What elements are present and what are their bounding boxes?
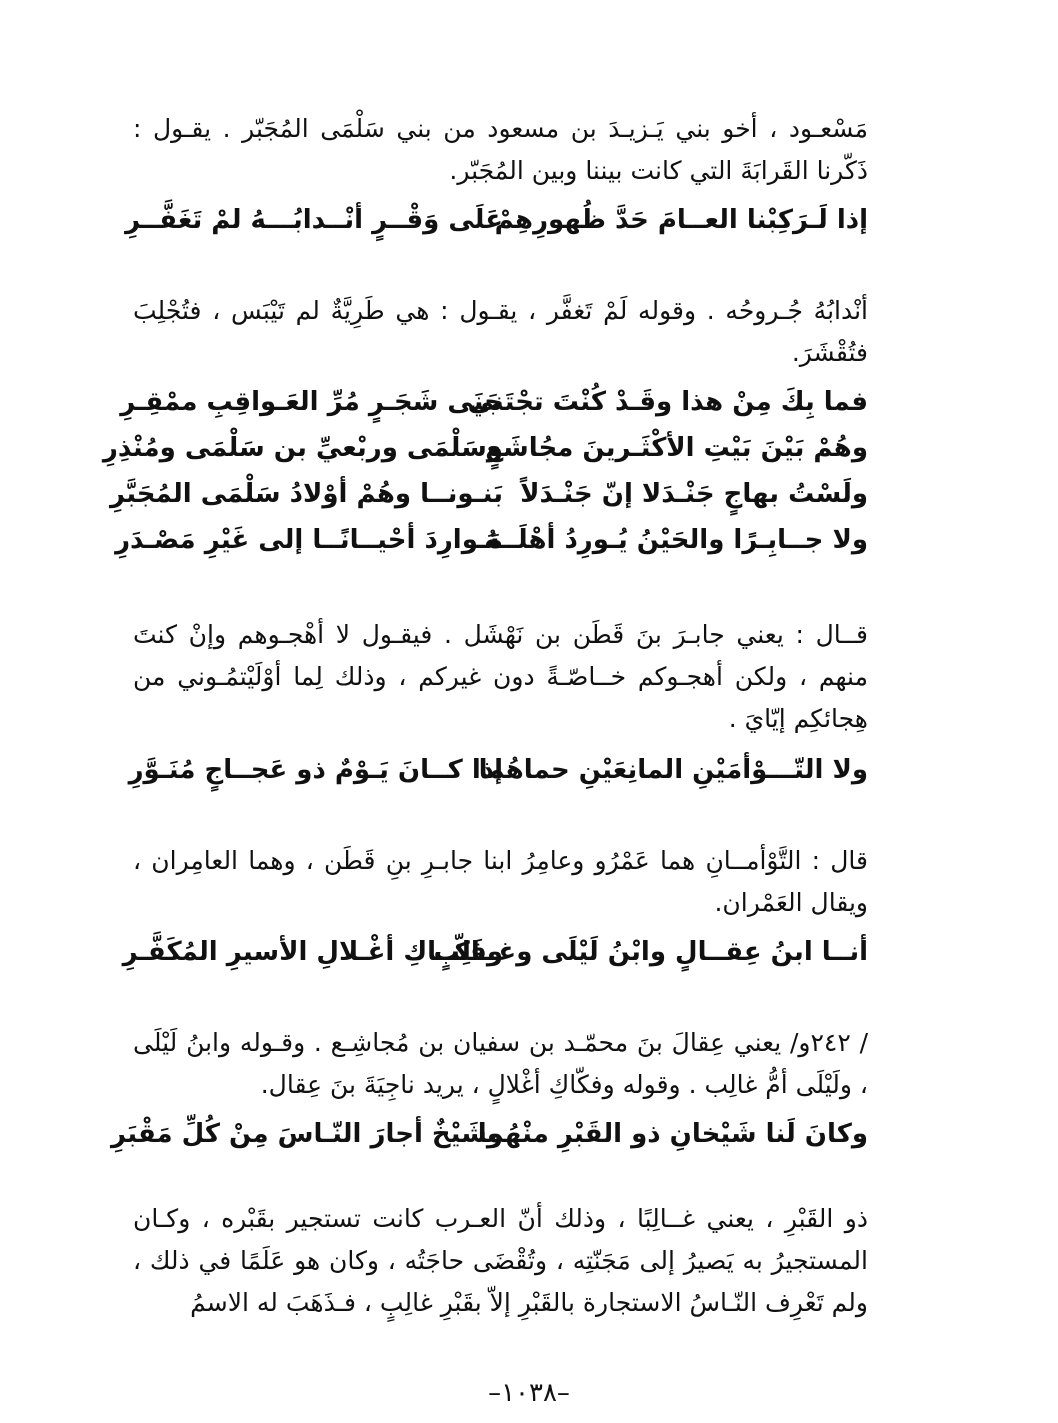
verse-8 xyxy=(111,1112,868,1156)
verse-7 xyxy=(122,930,868,974)
verse-6 xyxy=(128,748,868,792)
commentary-paragraph-5: / ٢٤٢و/ يعني عِقالَ بنَ محمّـد بن سفيان بن مُجاشِـع . وقـوله وابنُ لَيْلَى ، ولَيْلَى أمُّ غالِب . وقوله وفكّاكِ أغْلالٍ ، يريد ناجِيَةَ بنَ عِقال. xyxy=(133,1028,868,1099)
commentary-paragraph-6: ذو القَبْرِ ، يعني غــالِبًا ، وذلك أنّ العـرب كانت تستجير بقَبْره ، وكـان المستجيرُ به يَصيرُ إلى مَجَنّتِه ، وتُقْضَى حاجَتُه ، وكان هو عَلَمًا في ذلك ، ولم تَعْرِف النّـاسُ الاستجارة بالقَبْرِ إلاّ بقَبْرِ غالِبٍ ، فـذَهَبَ له الاسمُ xyxy=(133,1204,868,1317)
verse-2 xyxy=(120,380,868,424)
verse-6-second-hemistich: إذا كــانَ يَـوْمٌ ذو عَجــاجٍ مُنَـوَّرِ xyxy=(128,755,503,785)
commentary-paragraph-3: قــال : يعني جابـرَ بنَ قَطَن بن نَهْشَل . فيقـول لا أهْجـوهم وإنْ كنتَ منهم ، ولكن أهجـوكم خــاصّـةً دون غيركم ، وذلك لِما أوْلَيْتمُـوني من هِجائكِم إيّايَ . xyxy=(133,620,868,733)
commentary-paragraph-1: مَسْعـود ، أخو بني يَـزيـدَ بن مسعود من بني سَلْمَى المُجَبّر . يقـول : ذَكّرنا القَرابَةَ التي كانت بيننا وبين المُجَبّر. xyxy=(133,114,868,185)
verse-3 xyxy=(102,426,868,470)
verse-8-first-hemistich: وكانَ لَنا شَيْخانِ ذو القَبْرِ منْهُما xyxy=(477,1119,868,1149)
verse-4-first-hemistich: ولَسْتُ بهاجٍ جَنْـدَلا إنّ جَنْـدَلاً xyxy=(520,479,868,509)
verse-6-first-hemistich: ولا التّـــوْأمَيْنِ المانِعَيْنِ حماهُما xyxy=(478,755,868,785)
verse-1-first-hemistich: إذا لَـرَكِبْنا العــامَ حَدَّ ظُهورِهِمْ xyxy=(494,205,868,235)
verse-8-second-hemistich: وشَيْخٌ أجارَ النّـاسَ مِنْ كُلِّ مَقْبَرِ xyxy=(111,1119,503,1149)
verse-3-first-hemistich: وهُمْ بَيْنَ بَيْتِ الأكْثَـرينَ مجُاشَعٍ xyxy=(485,433,868,463)
verse-4 xyxy=(110,472,868,516)
verse-4-second-hemistich: بَنـونــا وهُمْ أوْلادُ سَلْمَى المُجَبَّرِ xyxy=(110,479,503,509)
verse-5-second-hemistich: مَـوارِدَ أحْيــانًــا إلى غَيْرِ مَصْـدَرِ xyxy=(115,525,503,555)
verse-2-second-hemistich: جَنَى شَجَـرٍ مُرِّ العَـواقِبِ ممْقِـرِ xyxy=(120,387,503,417)
verse-5-first-hemistich: ولا جــابِـرًا والحَيْنُ يُـورِدُ أهْلَــهُ xyxy=(484,525,868,555)
verse-7-second-hemistich: وفَكّــاكِ أغْـلالِ الأسيرِ المُكَفَّـرِ xyxy=(122,937,503,967)
commentary-paragraph-4: قال : التَّوْأمــانِ هما عَمْرُو وعامِرُ ابنا جابـرِ بنِ قَطَن ، وهما العامِران ، ويقال العَمْران. xyxy=(133,846,868,917)
verse-2-first-hemistich: فما بِكَ مِنْ هذا وقَـدْ كُنْتَ تجْتَني xyxy=(467,387,868,417)
page-number: –١٠٣٨– xyxy=(488,1378,570,1408)
verse-3-second-hemistich: وسَلْمَى وربْعيِّ بن سَلْمَى ومُنْذِرِ xyxy=(102,433,503,463)
commentary-paragraph-2: أنْدابُهُ جُـروحُه . وقوله لَمْ تَغفَّر ، يقـول : هي طَرِيَّةٌ لم تَيْبَس ، فتُجْلِبَ فتُقْشَرَ. xyxy=(133,296,868,367)
verse-5 xyxy=(115,518,868,562)
verse-1-second-hemistich: عَلَى وَقْــرٍ أنْــدابُـــهُ لمْ تَغَفَّــرِ xyxy=(125,205,503,235)
verse-1 xyxy=(125,198,868,242)
verse-7-first-hemistich: أنــا ابنُ عِقــالٍ وابْنُ لَيْلَى وغــالِبٍ xyxy=(433,937,868,967)
